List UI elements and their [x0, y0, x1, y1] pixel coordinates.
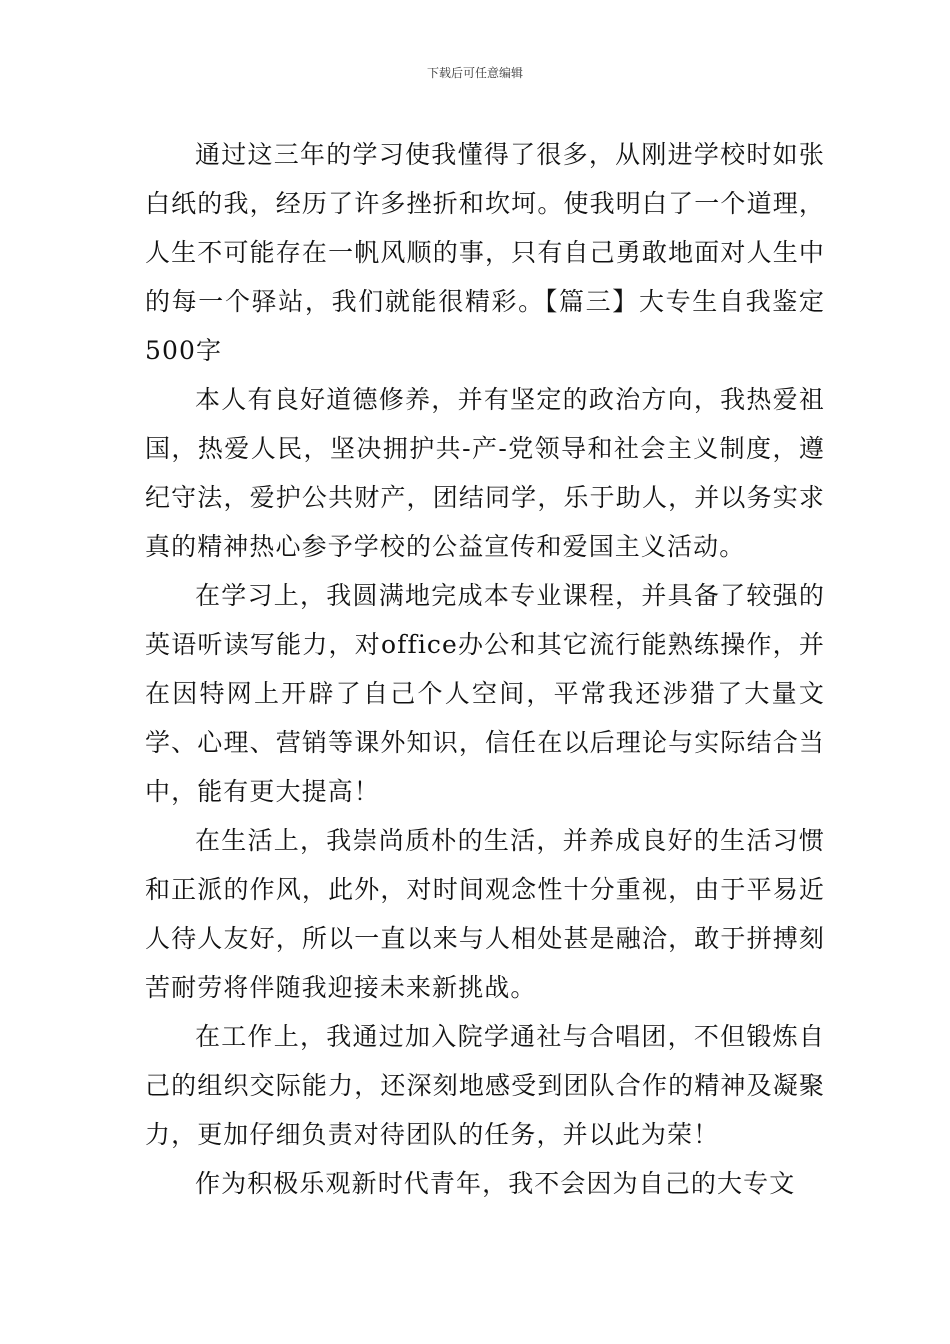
- document-body: [145, 130, 825, 1208]
- paragraph-2: 本人有良好道德修养，并有坚定的政治方向，我热爱祖国，热爱人民，坚决拥护共-产-党领导和社会主义制度，遵纪守法，爱护公共财产，团结同学，乐于助人，并以务实求真的精神热心参予学校的公益宣传和爱国主义活动。: [145, 385, 825, 561]
- paragraph-3: 在学习上，我圆满地完成本专业课程，并具备了较强的英语听读写能力，对office办公和其它流行能熟练操作，并在因特网上开辟了自己个人空间，平常我还涉猎了大量文学、心理、营销等课外知识，信任在以后理论与实际结合当中，能有更大提高！: [145, 581, 825, 806]
- page-header: 下载后可任意编辑: [426, 66, 523, 80]
- paragraph-1: 通过这三年的学习使我懂得了很多，从刚进学校时如张白纸的我，经历了许多挫折和坎坷。使我明白了一个道理，人生不可能存在一帆风顺的事，只有自己勇敢地面对人生中的每一个驿站，我们就能很精彩。【篇三】大专生自我鉴定500字: [145, 140, 825, 365]
- paragraph-6: 作为积极乐观新时代青年，我不会因为自己的大专文: [195, 1169, 796, 1198]
- paragraph-5: 在工作上，我通过加入院学通社与合唱团，不但锻炼自己的组织交际能力，还深刻地感受到团队合作的精神及凝聚力，更加仔细负责对待团队的任务，并以此为荣！: [145, 1022, 825, 1149]
- paragraph-4: 在生活上，我崇尚质朴的生活，并养成良好的生活习惯和正派的作风，此外，对时间观念性十分重视，由于平易近人待人友好，所以一直以来与人相处甚是融洽，敢于拼搏刻苦耐劳将伴随我迎接未来新挑战。: [145, 826, 825, 1002]
